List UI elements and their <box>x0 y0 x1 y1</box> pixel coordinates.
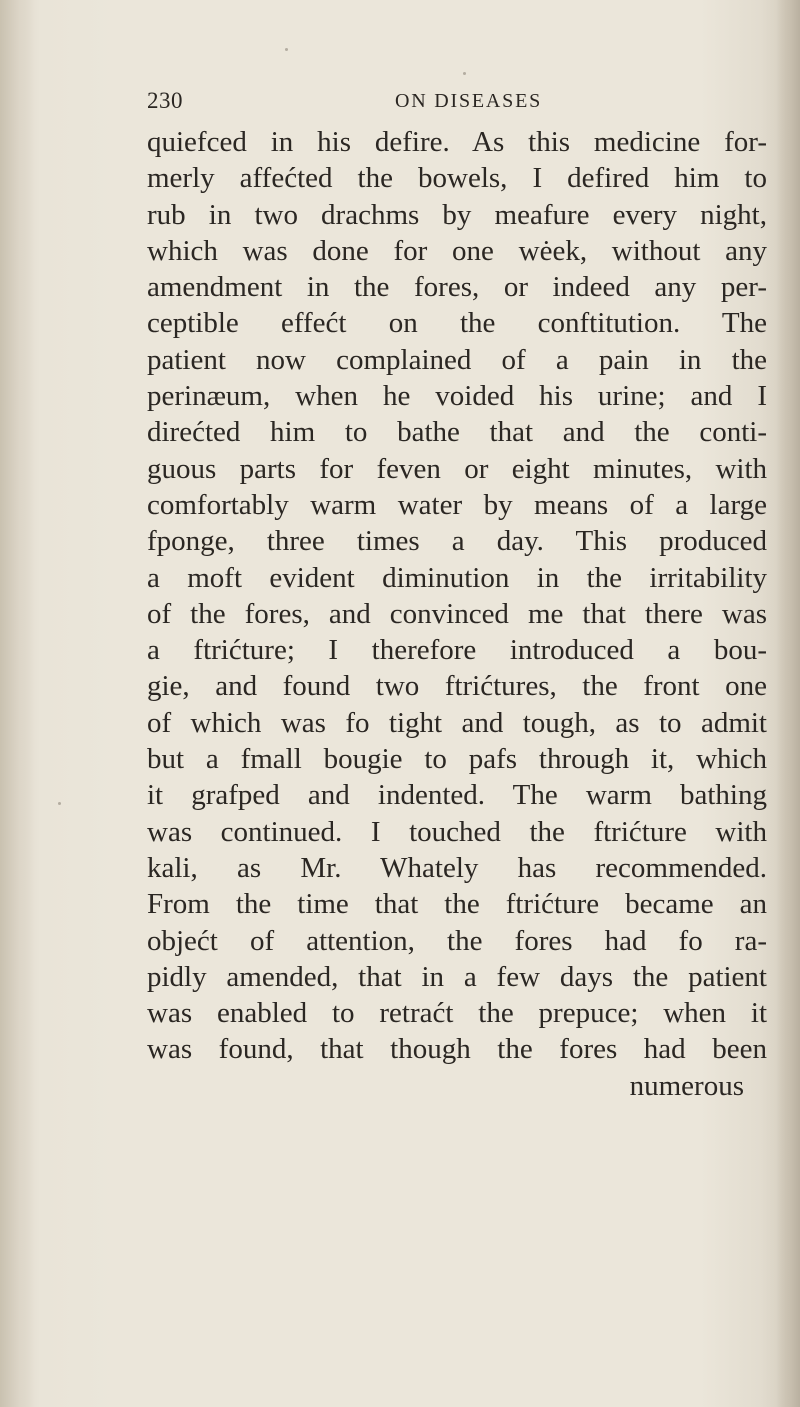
text-line: amendment in the fores, or indeed any per- <box>147 271 767 304</box>
page-edge <box>776 0 800 1407</box>
running-head <box>147 88 747 118</box>
text-line: it grafped and indented. The warm bathing <box>147 779 767 812</box>
text-line: From the time that the ftrićture became an <box>147 888 767 921</box>
text-line: guous parts for feven or eight minutes, with <box>147 452 767 485</box>
paper-speck <box>58 802 61 805</box>
body-text <box>147 124 767 1104</box>
text-line: merly affećted the bowels, I defired him to <box>147 162 767 195</box>
text-line: was continued. I touched the ftrićture with <box>147 815 767 848</box>
text-line: objećt of attention, the fores had fo ra- <box>147 924 767 957</box>
binding-shadow <box>0 0 34 1407</box>
running-title: ON DISEASES <box>395 90 543 112</box>
text-line: direćted him to bathe that and the conti- <box>147 416 767 449</box>
text-line: which was done for one wėek, without any <box>147 234 767 267</box>
catchword: numerous <box>629 1069 744 1102</box>
text-line: ceptible effećt on the conftitution. The <box>147 307 767 340</box>
page-number: 230 <box>147 88 183 113</box>
paper-speck <box>463 72 466 75</box>
text-line: perinæum, when he voided his urine; and I <box>147 380 767 413</box>
text-line: gie, and found two ftrićtures, the front one <box>147 670 767 703</box>
text-line: was enabled to retraćt the prepuce; when it <box>147 997 767 1030</box>
text-line: rub in two drachms by meafure every night, <box>147 198 767 231</box>
text-line: patient now complained of a pain in the <box>147 343 767 376</box>
text-line: pidly amended, that in a few days the patient <box>147 960 767 993</box>
text-line: but a fmall bougie to pafs through it, which <box>147 743 767 776</box>
text-line: fponge, three times a day. This produced <box>147 525 767 558</box>
text-line: comfortably warm water by means of a large <box>147 488 767 521</box>
text-line: kali, as Mr. Whately has recommended. <box>147 851 767 884</box>
text-line: a ftrićture; I therefore introduced a bou- <box>147 634 767 667</box>
text-line: a moft evident diminution in the irritability <box>147 561 767 594</box>
paper-speck <box>285 48 288 51</box>
text-line: was found, that though the fores had been <box>147 1033 767 1066</box>
text-line: quiefced in his defire. As this medicine for- <box>147 126 767 158</box>
text-line: of which was fo tight and tough, as to admit <box>147 706 767 739</box>
text-line: of the fores, and convinced me that there was <box>147 597 767 630</box>
